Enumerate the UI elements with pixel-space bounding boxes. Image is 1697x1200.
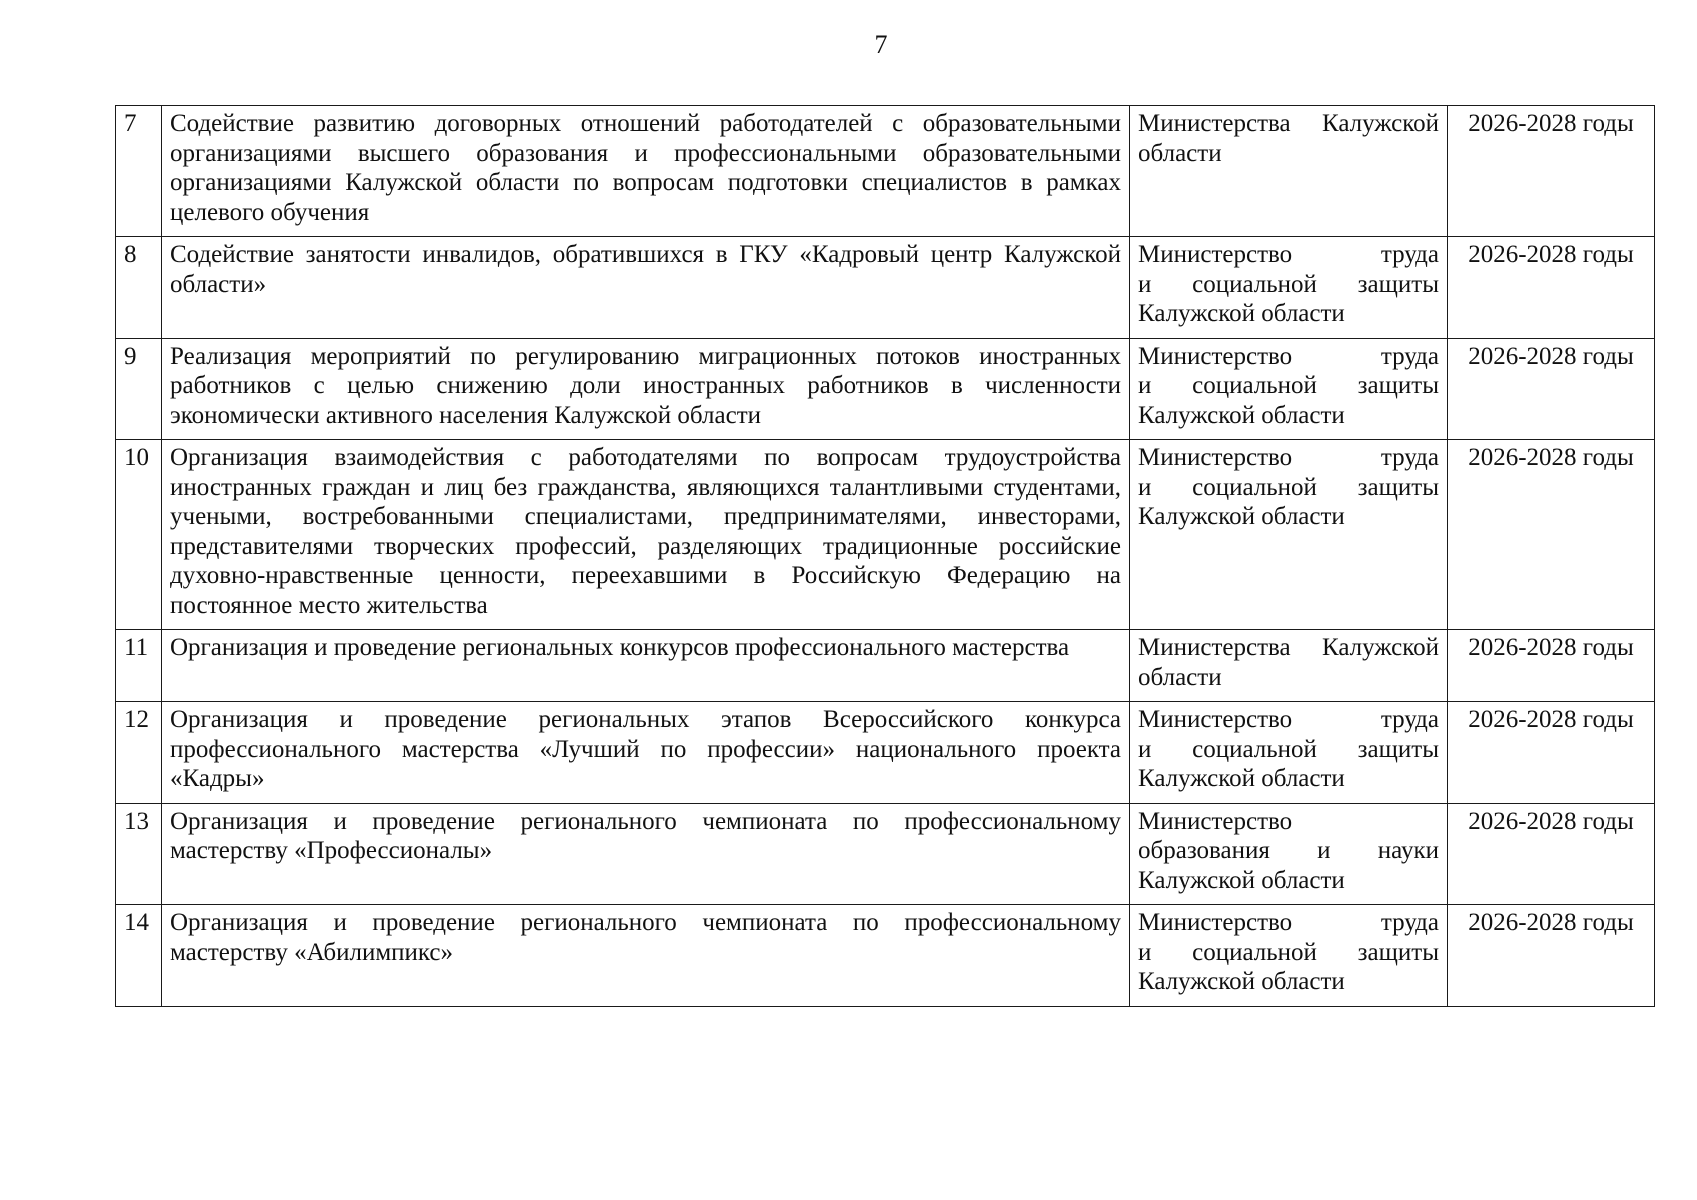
measure-description: Организация и проведение регионального чемпионата по профессиональному мастерству «Профессионалы»	[162, 803, 1130, 905]
responsible-line	[1138, 473, 1439, 503]
table-row	[116, 338, 1655, 440]
responsible-authority	[1130, 237, 1448, 339]
responsible-authority	[1130, 702, 1448, 804]
responsible-authority	[1130, 440, 1448, 630]
row-number: 13	[116, 803, 162, 905]
row-number: 11	[116, 630, 162, 702]
measures-table	[115, 105, 1655, 1007]
responsible-word: Министерство	[1138, 241, 1293, 268]
measure-description: Содействие развитию договорных отношений работодателей с образовательными организациями высшего образования и профессиональными образовательными организациями Калужской области по вопросам подготовки специалистов в рамках целевого обучения	[162, 106, 1130, 237]
responsible-authority	[1130, 905, 1448, 1007]
responsible-line	[1138, 270, 1439, 300]
responsible-line	[1138, 735, 1439, 765]
responsible-authority	[1130, 106, 1448, 237]
responsible-line	[1138, 342, 1439, 372]
responsible-word: социальной	[1192, 270, 1317, 298]
responsible-word: Министерство	[1138, 342, 1293, 370]
responsible-word: защиты	[1357, 473, 1439, 501]
responsible-line	[1138, 866, 1439, 896]
responsible-word: Министерство	[1138, 444, 1293, 471]
responsible-word: Министерства	[1138, 110, 1291, 137]
implementation-period: 2026-2028 годы	[1448, 237, 1655, 339]
row-number: 9	[116, 338, 162, 440]
table-row	[116, 803, 1655, 905]
row-number: 7	[116, 106, 162, 237]
responsible-word: Министерство	[1138, 909, 1293, 936]
responsible-word: труда	[1380, 342, 1439, 370]
responsible-word: и	[1138, 938, 1152, 966]
responsible-word: и	[1138, 473, 1152, 501]
responsible-word: области	[1138, 139, 1222, 167]
table-row	[116, 440, 1655, 630]
responsible-word: Калужской	[1322, 634, 1439, 661]
measure-description: Организация взаимодействия с работодателями по вопросам трудоустройства иностранных граждан и лиц без гражданства, являющихся талантливыми студентами, учеными, востребованными специалистами, предпринимателями, инвесторами, представителями творческих профессий, разделяющих традиционные российские духовно-нравственные ценности, переехавшими в Российскую Федерацию на постоянное место жительства	[162, 440, 1130, 630]
responsible-line	[1138, 633, 1439, 663]
table-body	[116, 106, 1655, 1007]
responsible-word: Калужской области	[1138, 765, 1345, 792]
responsible-line	[1138, 299, 1439, 329]
responsible-line	[1138, 764, 1439, 794]
measure-description: Организация и проведение региональных этапов Всероссийского конкурса профессионального мастерства «Лучший по профессии» национального проекта «Кадры»	[162, 702, 1130, 804]
measure-description: Организация и проведение региональных конкурсов профессионального мастерства	[162, 630, 1130, 702]
responsible-word: защиты	[1357, 735, 1439, 763]
implementation-period: 2026-2028 годы	[1448, 630, 1655, 702]
implementation-period: 2026-2028 годы	[1448, 702, 1655, 804]
responsible-line	[1138, 139, 1439, 169]
responsible-word: социальной	[1192, 473, 1317, 501]
responsible-word: Калужской	[1322, 110, 1439, 137]
row-number: 14	[116, 905, 162, 1007]
responsible-word: Калужской области	[1138, 866, 1345, 894]
responsible-word: области	[1138, 663, 1222, 691]
responsible-word: науки	[1377, 837, 1439, 864]
responsible-word: социальной	[1192, 938, 1317, 966]
responsible-word: и	[1138, 735, 1152, 763]
measure-description: Реализация мероприятий по регулированию миграционных потоков иностранных работников с целью снижению доли иностранных работников в численности экономически активного населения Калужской области	[162, 338, 1130, 440]
responsible-word: и	[1138, 270, 1152, 298]
table-row	[116, 905, 1655, 1007]
responsible-line	[1138, 443, 1439, 473]
implementation-period: 2026-2028 годы	[1448, 803, 1655, 905]
responsible-word: труда	[1380, 909, 1439, 936]
responsible-authority	[1130, 338, 1448, 440]
responsible-line	[1138, 109, 1439, 139]
implementation-period: 2026-2028 годы	[1448, 338, 1655, 440]
responsible-line	[1138, 908, 1439, 938]
responsible-word: образования	[1138, 837, 1270, 864]
table-row	[116, 630, 1655, 702]
implementation-period: 2026-2028 годы	[1448, 905, 1655, 1007]
implementation-period: 2026-2028 годы	[1448, 106, 1655, 237]
responsible-line	[1138, 705, 1439, 735]
responsible-word: защиты	[1357, 938, 1439, 966]
measure-description: Содействие занятости инвалидов, обратившихся в ГКУ «Кадровый центр Калужской области»	[162, 237, 1130, 339]
table-row	[116, 106, 1655, 237]
responsible-word: Министерства	[1138, 634, 1291, 661]
measure-description: Организация и проведение регионального чемпионата по профессиональному мастерству «Абилимпикс»	[162, 905, 1130, 1007]
responsible-word: Калужской области	[1138, 968, 1345, 995]
responsible-line	[1138, 502, 1439, 532]
responsible-word: Калужской области	[1138, 503, 1345, 530]
responsible-line	[1138, 240, 1439, 270]
responsible-line	[1138, 663, 1439, 693]
responsible-line	[1138, 807, 1439, 837]
responsible-word: Калужской области	[1138, 401, 1345, 429]
responsible-line	[1138, 401, 1439, 431]
row-number: 10	[116, 440, 162, 630]
responsible-word: труда	[1380, 444, 1439, 471]
responsible-word: и	[1317, 837, 1331, 864]
responsible-authority	[1130, 803, 1448, 905]
row-number: 8	[116, 237, 162, 339]
responsible-word: социальной	[1192, 735, 1317, 763]
responsible-word: труда	[1380, 241, 1439, 268]
responsible-word: труда	[1380, 706, 1439, 733]
responsible-line	[1138, 938, 1439, 968]
responsible-word: защиты	[1357, 270, 1439, 298]
responsible-authority	[1130, 630, 1448, 702]
responsible-word: Министерство	[1138, 807, 1293, 835]
responsible-word: Калужской области	[1138, 300, 1345, 327]
responsible-word: Министерство	[1138, 706, 1293, 733]
implementation-period: 2026-2028 годы	[1448, 440, 1655, 630]
page-number: 7	[874, 30, 888, 59]
responsible-line	[1138, 967, 1439, 997]
responsible-line	[1138, 371, 1439, 401]
table-row	[116, 702, 1655, 804]
table-row	[116, 237, 1655, 339]
responsible-word: и	[1138, 372, 1152, 399]
row-number: 12	[116, 702, 162, 804]
responsible-word: защиты	[1357, 372, 1439, 399]
responsible-word: социальной	[1192, 372, 1317, 399]
responsible-line	[1138, 836, 1439, 866]
